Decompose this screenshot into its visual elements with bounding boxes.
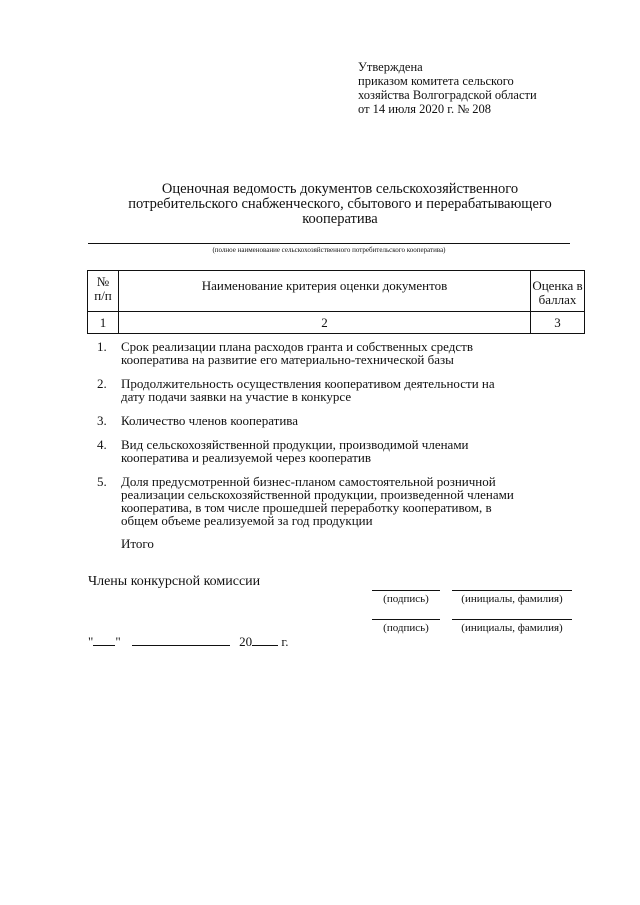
- column-header-criterion: Наименование критерия оценки документов: [201, 278, 448, 293]
- title-line: Оценочная ведомость документов сельскохозяйственного: [161, 181, 519, 197]
- column-header-number-line: №: [96, 274, 110, 289]
- approval-line: от 14 июля 2020 г. № 208: [358, 102, 492, 116]
- criterion-number: 3.: [97, 413, 107, 428]
- criteria-list: [97, 340, 517, 538]
- list-item: [97, 377, 517, 403]
- signature-caption: (подпись): [383, 593, 429, 605]
- date-quote-open: ": [88, 634, 94, 649]
- criterion-text: Продолжительность осуществления кооперативом деятельности на дату подачи заявки на участие в конкурсе: [121, 376, 495, 404]
- criterion-text: Количество членов кооператива: [121, 413, 299, 428]
- year-prefix: 20: [239, 634, 253, 649]
- column-header-score: [531, 279, 584, 307]
- column-number-2: 2: [321, 315, 328, 330]
- column-header-number-line: п/п: [94, 288, 112, 303]
- criterion-number: 2.: [97, 376, 107, 391]
- commission-members-label: Члены конкурсной комиссии: [88, 574, 261, 589]
- criterion-number: 5.: [97, 474, 107, 489]
- list-item: [97, 438, 517, 464]
- approval-line: Утверждена: [358, 60, 423, 74]
- criterion-text: Срок реализации плана расходов гранта и собственных средств кооператива на развитие его материально-технической базы: [121, 339, 473, 367]
- date-quote-close: ": [115, 634, 121, 649]
- list-item: [97, 340, 517, 366]
- name-caption: (инициалы, фамилия): [461, 622, 563, 634]
- signature-line: [372, 619, 440, 620]
- list-item: [97, 475, 517, 527]
- criterion-number: 1.: [97, 339, 107, 354]
- criterion-number: 4.: [97, 437, 107, 452]
- signature-line: [372, 590, 440, 591]
- column-header-score-line: баллах: [538, 292, 577, 307]
- approval-line: приказом комитета сельского: [358, 74, 514, 88]
- document-title: [80, 182, 600, 227]
- cooperative-name-line: [88, 243, 570, 244]
- signature-caption: (подпись): [383, 622, 429, 634]
- name-line: [452, 619, 572, 620]
- criteria-table-header: [87, 270, 585, 334]
- approval-block: [358, 60, 537, 116]
- column-number-3: 3: [554, 315, 561, 330]
- name-caption: (инициалы, фамилия): [461, 593, 563, 605]
- year-suffix: г.: [281, 634, 289, 649]
- total-label: Итого: [121, 536, 154, 551]
- column-header-number: [88, 275, 118, 303]
- criterion-text: Вид сельскохозяйственной продукции, производимой членами кооператива и реализуемой через кооператив: [121, 437, 469, 465]
- approval-line: хозяйства Волгоградской области: [358, 88, 537, 102]
- list-item: [97, 414, 517, 427]
- day-blank: [93, 633, 115, 646]
- title-line: потребительского снабженческого, сбытового и перерабатывающего: [128, 196, 552, 212]
- criterion-text: Доля предусмотренной бизнес-планом самостоятельной розничной реализации сельскохозяйственной продукции, произведенной членами кооператива, в том числе прошедшей переработку кооперативом, в общем объеме реализуемой за год продукции: [121, 474, 514, 528]
- table-divider: [88, 311, 584, 312]
- year-blank: [252, 633, 278, 646]
- name-line: [452, 590, 572, 591]
- cooperative-name-caption: (полное наименование сельскохозяйственного потребительского кооператива): [212, 246, 446, 254]
- month-blank: [132, 633, 230, 646]
- date-row: [88, 633, 289, 650]
- title-line: кооператива: [302, 211, 378, 227]
- column-header-score-line: Оценка в: [532, 278, 583, 293]
- column-number-1: 1: [99, 315, 107, 330]
